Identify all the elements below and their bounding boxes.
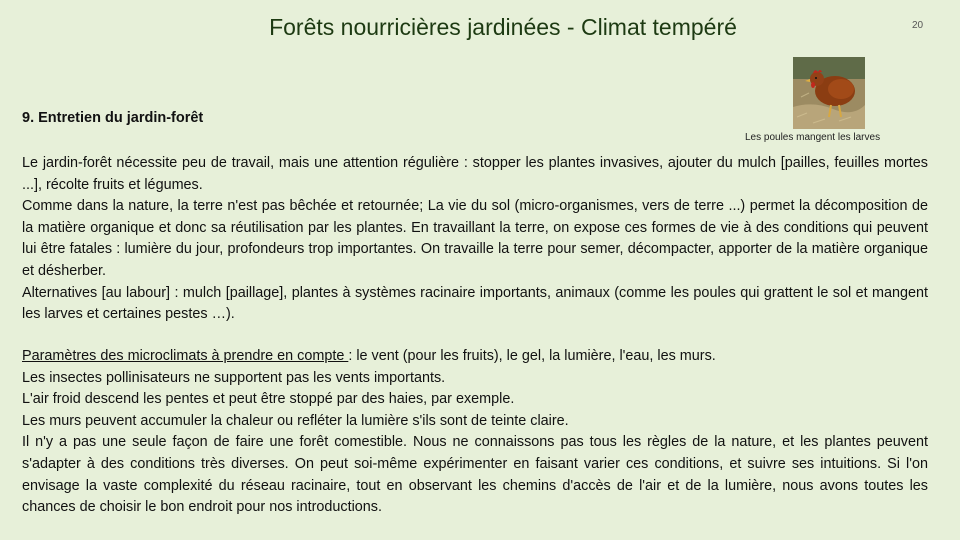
microclimate-lead-rest: : le vent (pour les fruits), le gel, la lumière, l'eau, les murs.: [348, 348, 716, 364]
text-line: Il n'y a pas une seule façon de faire une forêt comestible. Nous ne connaissons pas tous les règles de la nature, et les plantes peuvent s'adapter à des conditions très diverses. On peut soi-même expérimenter en faisant varier ces conditions, et suivre ses intuitions. Si l'on envisage la vaste complexité du réseau racinaire, tout en observant les chemins d'accès de l'air et de la lumière, nous avons toutes les chances de choisir le bon endroit pour nos introductions.: [22, 434, 928, 516]
hen-photo-icon: [793, 57, 865, 129]
text-line: Les murs peuvent accumuler la chaleur ou refléter la lumière s'ils sont de teinte claire.: [22, 412, 569, 429]
section-heading: 9. Entretien du jardin-forêt: [22, 110, 204, 126]
paragraph-maintenance: [22, 153, 928, 326]
slide-title: Forêts nourricières jardinées - Climat tempéré: [269, 14, 737, 40]
text-line: L'air froid descend les pentes et peut être stoppé par des haies, par exemple.: [22, 391, 515, 408]
text-line: [22, 346, 928, 368]
page-number: 20: [912, 20, 924, 31]
image-caption: Les poules mangent les larves: [745, 132, 881, 143]
paragraph-microclimates: [22, 346, 928, 519]
text-line: Le jardin-forêt nécessite peu de travail, mais une attention régulière : stopper les plantes invasives, ajouter du mulch [pailles, feuilles mortes ...], récolte fruits et légumes.: [22, 155, 928, 193]
text-line: Alternatives [au labour] : mulch [paillage], plantes à systèmes racinaire importants, animaux (comme les poules qui grattent le sol et mangent les larves et certaines pestes …).: [22, 284, 928, 323]
text-line: Comme dans la nature, la terre n'est pas bêchée et retournée; La vie du sol (micro-organismes, vers de terre ...) permet la décomposition de la matière organique et donc sa réutilisation par les plantes. En travaillant la terre, on expose ces formes de vie à des conditions qui peuvent lui être fatales : lumière du jour, profondeurs trop importantes. On travaille la terre pour semer, décompacter, apporter de la matière organique et désherber.: [22, 198, 928, 279]
text-line: Les insectes pollinisateurs ne supportent pas les vents importants.: [22, 369, 446, 386]
microclimate-lead: Paramètres des microclimats à prendre en compte: [22, 348, 349, 364]
